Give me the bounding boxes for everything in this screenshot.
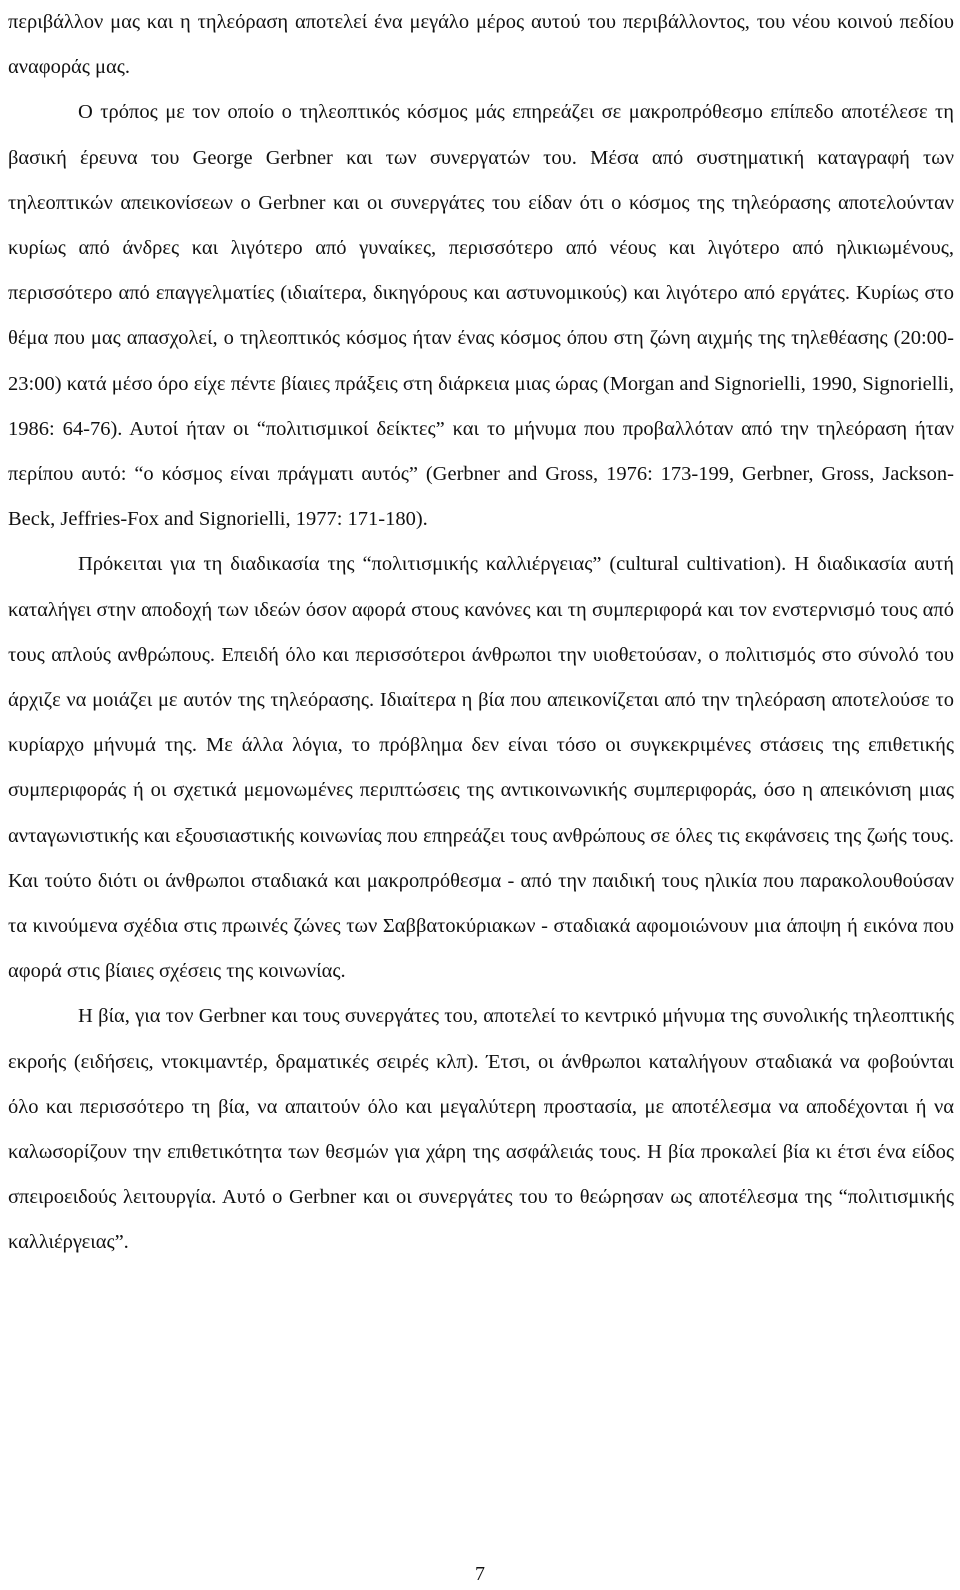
paragraph-cultural-cultivation: Πρόκειται για τη διαδικασία της “πολιτισμικής καλλιέργειας” (cultural cultivation). Η διαδικασία αυτή καταλήγει στην αποδοχή των ιδεών όσον αφορά στους κανόνες και τη συμπεριφορά και τον ενστερνισμό τους από τους απλούς ανθρώπους. Επειδή όλο και περισσότεροι άνθρωποι την υιοθετούσαν, ο πολιτισμός στο σύνολό του άρχιζε να μοιάζει με αυτόν της τηλεόρασης. Ιδιαίτερα η βία που απεικονίζεται από την τηλεόραση αποτελούσε το κυρίαρχο μήνυμά της. Με άλλα λόγια, το πρόβλημα δεν είναι τόσο οι συγκεκριμένες στάσεις της επιθετικής συμπεριφοράς ή οι σχετικά μεμονωμένες περιπτώσεις της αντικοινωνικής συμπεριφοράς, όσο η απεικόνιση μιας ανταγωνιστικής και εξουσιαστικής κοινωνίας που επηρεάζει τους ανθρώπους σε όλες τις εκφάνσεις της ζωής τους. Και τούτο διότι οι άνθρωποι σταδιακά και μακροπρόθεσμα - από την παιδική τους ηλικία που παρακολουθούσαν τα κινούμενα σχέδια στις πρωινές ζώνες των Σαββατοκύριακων - σταδιακά αφομοιώνουν μια άποψη ή εικόνα που αφορά στις βίαιες σχέσεις της κοινωνίας. [8,553,954,983]
page-number: 7 [475,1563,485,1585]
paragraph-gerbner-research: Ο τρόπος με τον οποίο ο τηλεοπτικός κόσμος μάς επηρεάζει σε μακροπρόθεσμο επίπεδο αποτέλεσε τη βασική έρευνα του George Gerbner και των συνεργατών του. Μέσα από συστηματική καταγραφή των τηλεοπτικών απεικονίσεων ο Gerbner και οι συνεργάτες του είδαν ότι ο κόσμος της τηλεόρασης αποτελούνταν κυρίως από άνδρες και λιγότερο από γυναίκες, περισσότερο από νέους και λιγότερο από ηλικιωμένους, περισσότερο από επαγγελματίες (ιδιαίτερα, δικηγόρους και αστυνομικούς) και λιγότερο από εργάτες. Κυρίως στο θέμα που μας απασχολεί, ο τηλεοπτικός κόσμος ήταν ένας κόσμος όπου στη ζώνη αιχμής της τηλεθέασης (20:00-23:00) κατά μέσο όρο είχε πέντε βίαιες πράξεις στη διάρκεια μιας ώρας (Morgan and Signorielli, 1990, Signorielli, 1986: 64-76). Αυτοί ήταν οι “πολιτισμικοί δείκτες” και το μήνυμα που προβαλλόταν από την τηλεόραση ήταν περίπου αυτό: “ο κόσμος είναι πράγματι αυτός” (Gerbner and Gross, 1976: 173-199, Gerbner, Gross, Jackson-Beck, Jeffries-Fox and Signorielli, 1977: 171-180). [8,101,954,531]
paragraph-violence-message: Η βία, για τον Gerbner και τους συνεργάτες του, αποτελεί το κεντρικό μήνυμα της συνολικής τηλεοπτικής εκροής (ειδήσεις, ντοκιμαντέρ, δραματικές σειρές κλπ). Έτσι, οι άνθρωποι καταλήγουν σταδιακά να φοβούνται όλο και περισσότερο τη βία, να απαιτούν όλο και μεγαλύτερη προστασία, με αποτέλεσμα να αποδέχονται ή να καλωσορίζουν την επιθετικότητα των θεσμών για χάρη της ασφάλειάς τους. Η βία προκαλεί βία κι έτσι ένα είδος σπειροειδούς λειτουργία. Αυτό ο Gerbner και οι συνεργάτες του το θεώρησαν ως αποτέλεσμα της “πολιτισμικής καλλιέργειας”. [8,1005,954,1254]
document-body [8,0,954,1266]
paragraph-continuation: περιβάλλον μας και η τηλεόραση αποτελεί ένα μεγάλο μέρος αυτού του περιβάλλοντος, του νέου κοινού πεδίου αναφοράς μας. [8,11,954,79]
